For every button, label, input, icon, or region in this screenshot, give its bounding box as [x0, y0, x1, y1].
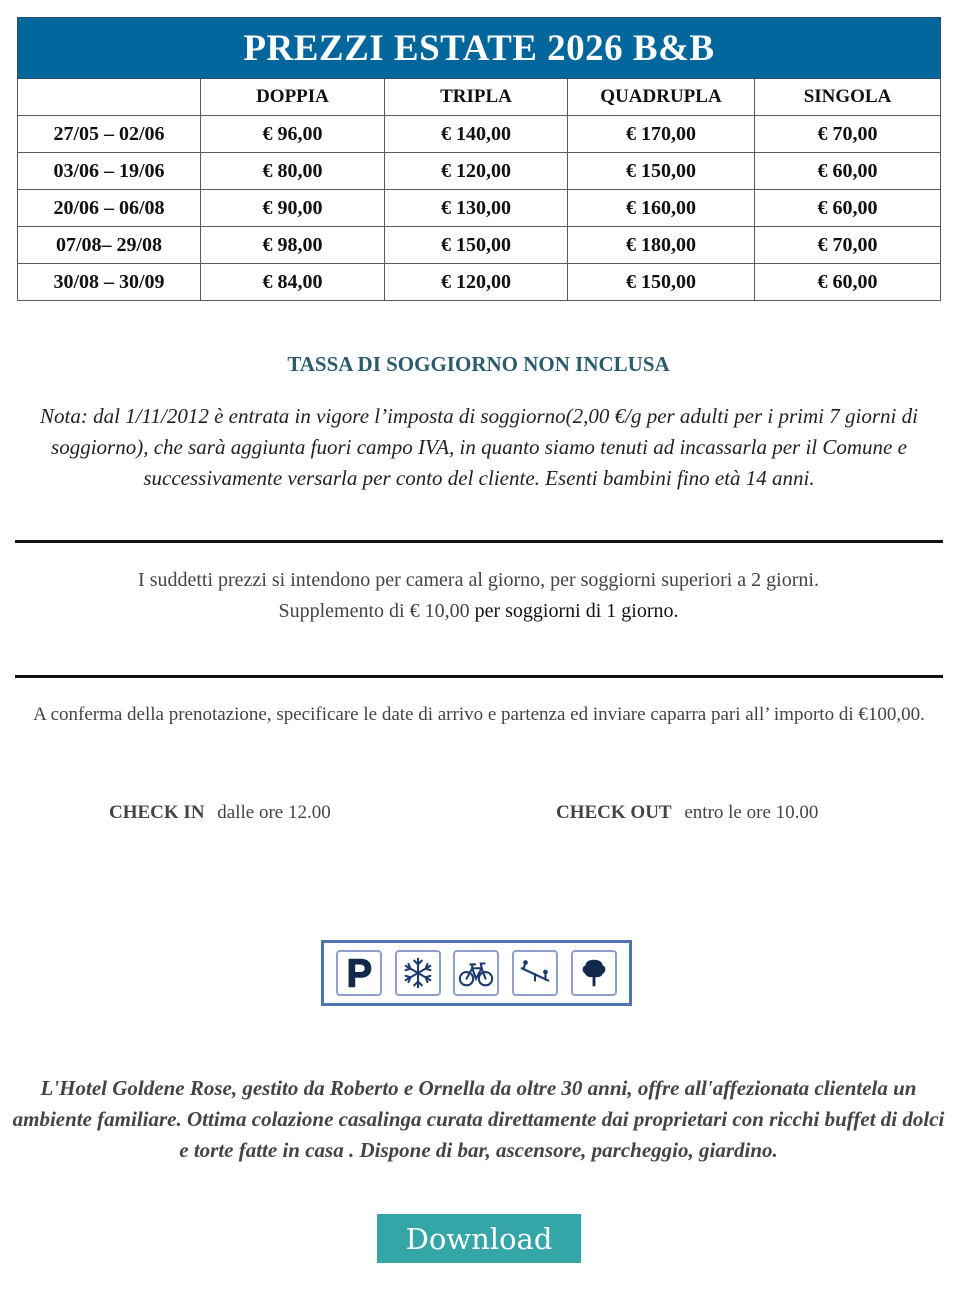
check-in-label: CHECK IN	[109, 802, 205, 823]
deposit-note: A conferma della prenotazione, specificare le date di arrivo e partenza ed inviare caparra pari all’ importo di €100,00.	[33, 704, 925, 725]
price-tripla-cell: € 120,00	[385, 153, 568, 190]
table-row	[18, 190, 941, 227]
price-note-line2	[0, 596, 957, 627]
price-quadrupla-cell: € 170,00	[568, 116, 755, 153]
tax-title: TASSA DI SOGGIORNO NON INCLUSA	[287, 352, 670, 376]
price-doppia-cell: € 96,00	[201, 116, 385, 153]
divider	[15, 675, 943, 678]
table-row	[18, 153, 941, 190]
price-tripla-cell: € 150,00	[385, 227, 568, 264]
price-singola-cell: € 70,00	[755, 227, 941, 264]
price-quadrupla-cell: € 150,00	[568, 153, 755, 190]
divider	[15, 540, 943, 543]
period-cell: 03/06 – 19/06	[18, 153, 201, 190]
check-out-info	[556, 802, 818, 824]
price-doppia-cell: € 84,00	[201, 264, 385, 301]
air-conditioning-icon	[395, 950, 441, 996]
column-header-period	[18, 79, 201, 116]
price-doppia-cell: € 98,00	[201, 227, 385, 264]
price-singola-cell: € 70,00	[755, 116, 941, 153]
amenities-icons	[321, 940, 632, 1006]
price-quadrupla-cell: € 150,00	[568, 264, 755, 301]
parking-icon	[336, 950, 382, 996]
price-table-header	[18, 79, 941, 116]
price-note-line1: I suddetti prezzi si intendono per camera al giorno, per soggiorni superiori a 2 giorni.	[138, 569, 819, 591]
check-out-label: CHECK OUT	[556, 802, 672, 823]
price-singola-cell: € 60,00	[755, 264, 941, 301]
table-row	[18, 227, 941, 264]
period-cell: 30/08 – 30/09	[18, 264, 201, 301]
supplement-amount: Supplemento di € 10,00	[278, 600, 470, 622]
column-header-tripla: TRIPLA	[385, 79, 568, 116]
column-header-doppia: DOPPIA	[201, 79, 385, 116]
price-tripla-cell: € 140,00	[385, 116, 568, 153]
supplement-condition: per soggiorni di 1 giorno.	[469, 600, 679, 622]
column-header-singola: SINGOLA	[755, 79, 941, 116]
price-tripla-cell: € 130,00	[385, 190, 568, 227]
price-note	[0, 565, 957, 627]
price-table-title: PREZZI ESTATE 2026 B&B	[18, 18, 941, 79]
check-in-info	[109, 802, 331, 824]
garden-icon	[571, 950, 617, 996]
check-out-value: entro le ore 10.00	[684, 802, 819, 823]
price-doppia-cell: € 80,00	[201, 153, 385, 190]
period-cell: 07/08– 29/08	[18, 227, 201, 264]
period-cell: 20/06 – 06/08	[18, 190, 201, 227]
table-row	[18, 116, 941, 153]
download-button[interactable]: Download	[377, 1214, 581, 1263]
period-cell: 27/05 – 02/06	[18, 116, 201, 153]
hotel-description: L'Hotel Goldene Rose, gestito da Roberto e Ornella da oltre 30 anni, offre all'affezionata clientela un ambiente familiare. Ottima colazione casalinga curata direttamente dai proprietari con ricchi buffet di dolci e torte fatte in casa . Dispone di bar, ascensore, parcheggio, giardino.	[12, 1076, 945, 1162]
price-quadrupla-cell: € 180,00	[568, 227, 755, 264]
column-header-quadrupla: QUADRUPLA	[568, 79, 755, 116]
table-row	[18, 264, 941, 301]
price-table	[17, 17, 941, 301]
check-in-value: dalle ore 12.00	[217, 802, 331, 823]
price-doppia-cell: € 90,00	[201, 190, 385, 227]
price-singola-cell: € 60,00	[755, 153, 941, 190]
price-singola-cell: € 60,00	[755, 190, 941, 227]
price-tripla-cell: € 120,00	[385, 264, 568, 301]
bicycle-icon	[453, 950, 499, 996]
playground-icon	[512, 950, 558, 996]
price-quadrupla-cell: € 160,00	[568, 190, 755, 227]
tax-note: Nota: dal 1/11/2012 è entrata in vigore l’imposta di soggiorno(2,00 €/g per adulti per i primi 7 giorni di soggiorno), che sarà aggiunta fuori campo IVA, in quanto siamo tenuti ad incassarla per il Comune e successivamente versarla per conto del cliente. Esenti bambini fino età 14 anni.	[40, 404, 918, 490]
